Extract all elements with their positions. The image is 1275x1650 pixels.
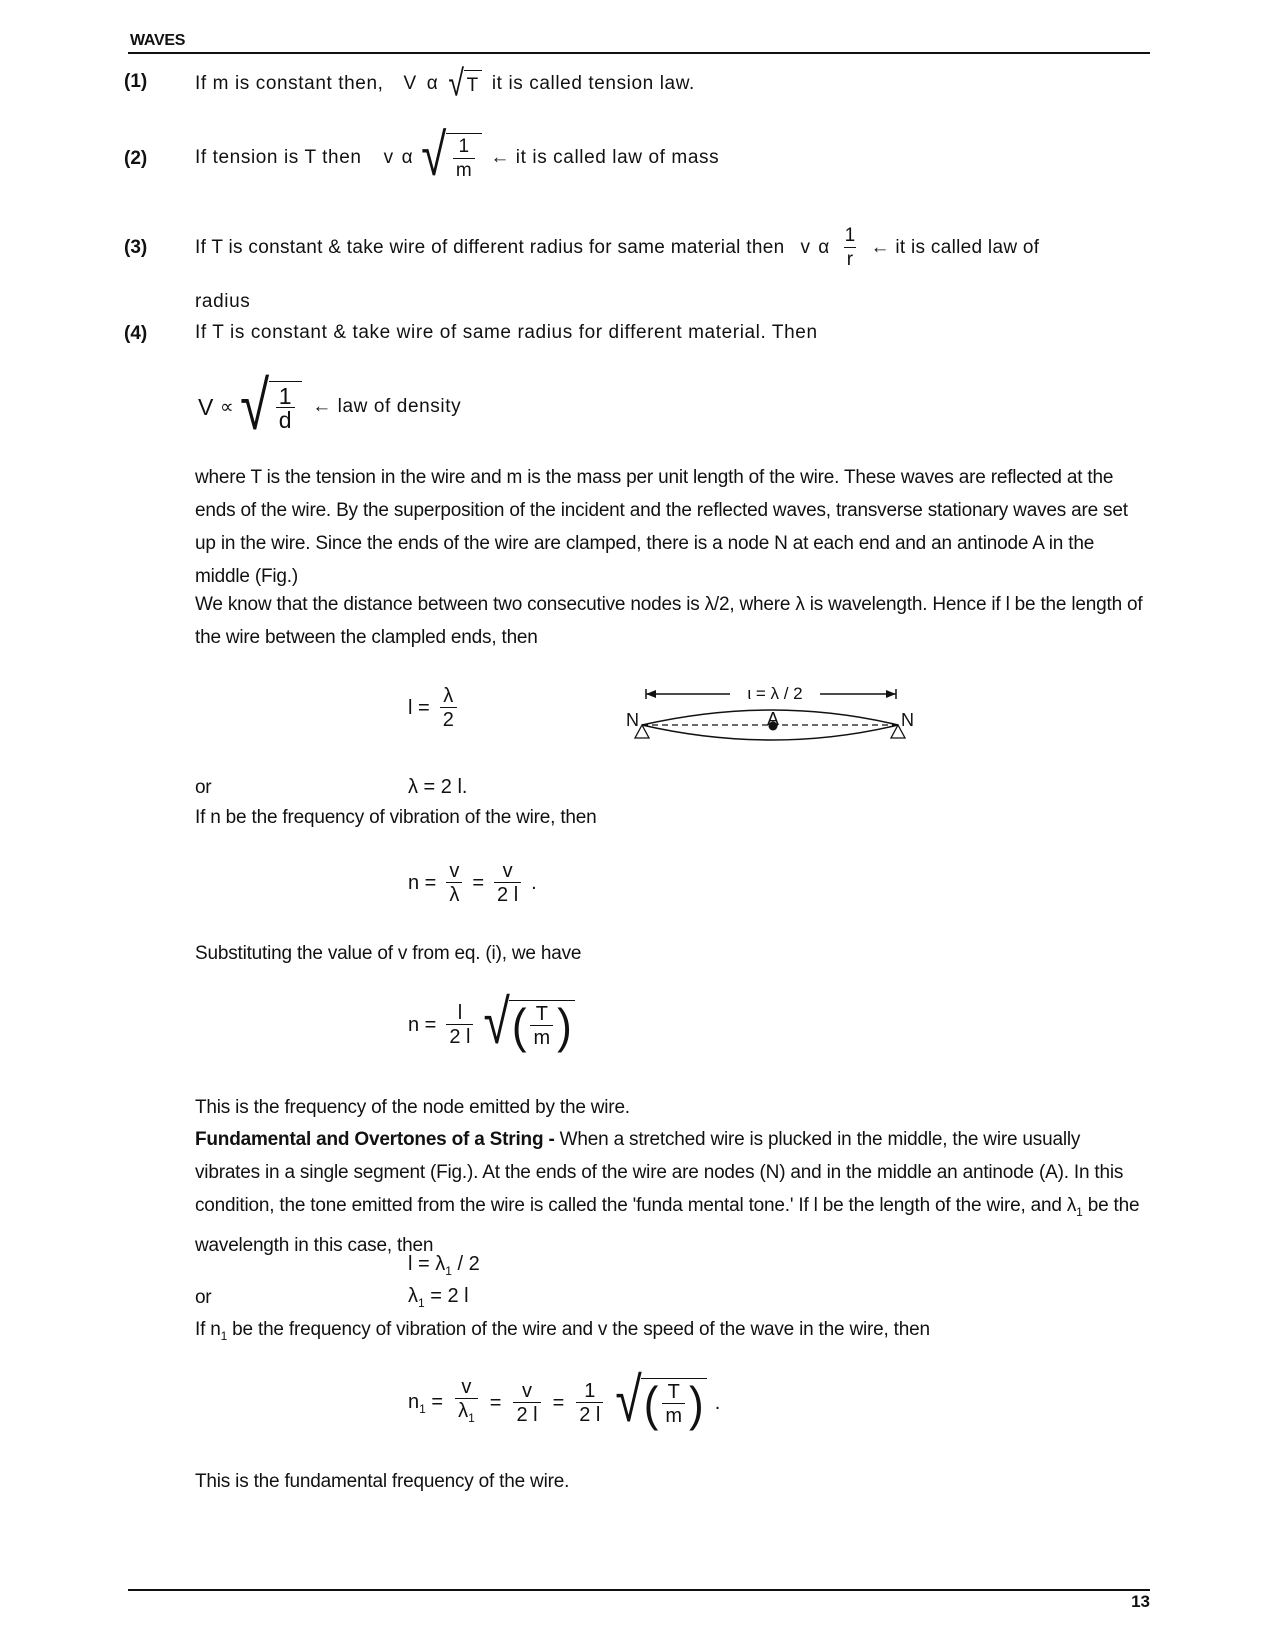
page-header-title: WAVES bbox=[130, 32, 186, 49]
sqrt-expression: √ $\frac{1}{m}$ bbox=[421, 133, 482, 183]
law-relation: α bbox=[818, 237, 830, 258]
svg-text:N: N bbox=[901, 710, 914, 730]
paragraph: where T is the tension in the wire and m is the mass per unit length of the wire. These waves are reflected at the ends of the wire. By the superposition of the incident and the reflected waves, transverse stationary waves are set up in the wire. Since the ends of the wire are clamped, there is a node N at each end and an antinode A in the middle (Fig.) bbox=[195, 467, 1128, 587]
law-relation: ∝ bbox=[219, 396, 235, 418]
law-text-post: it is called tension law. bbox=[491, 73, 695, 95]
density-law bbox=[198, 367, 462, 445]
equation-l-lambda1: $l = \lambda_1 / 2$ bbox=[408, 1253, 480, 1278]
law-lhs: V bbox=[198, 393, 214, 420]
svg-text:ι = λ / 2: ι = λ / 2 bbox=[747, 684, 803, 703]
law-text: If T is constant & take wire of different radius for same material then bbox=[195, 237, 785, 258]
law-relation: α bbox=[426, 73, 439, 95]
law-text-post: ← it is called law of mass bbox=[490, 147, 720, 168]
paragraph: Substituting the value of v from eq. (i), we have bbox=[195, 943, 582, 964]
or-label: or bbox=[195, 1287, 212, 1308]
equation-lambda: λ = 2 l. bbox=[408, 776, 468, 798]
law-3-continuation: radius bbox=[195, 291, 251, 312]
law-3 bbox=[195, 220, 1039, 276]
standing-wave-diagram bbox=[620, 680, 920, 750]
law-lhs: v bbox=[800, 237, 811, 258]
or-label: or bbox=[195, 777, 212, 798]
law-number: (1) bbox=[124, 71, 148, 92]
paragraph: This is the fundamental frequency of the wire. bbox=[195, 1471, 570, 1492]
law-text: If tension is T then bbox=[195, 147, 362, 168]
law-text: If m is constant then, bbox=[195, 73, 384, 95]
svg-text:A: A bbox=[767, 709, 780, 729]
sqrt-expression: √ $\frac{1}{d}$ bbox=[240, 381, 302, 434]
law-text-post: ← it is called law of bbox=[870, 237, 1040, 258]
equation-n1: $n_1$ = $\frac{v}{\lambda_1}$ = $\frac{v}{2 l}$ = $\frac{1}{2 l}$ √ ( $\frac{T}{m}$ ) . bbox=[408, 1366, 721, 1436]
law-4: If T is constant & take wire of same radius for different material. Then bbox=[195, 322, 818, 343]
paragraph: This is the frequency of the node emitted by the wire. bbox=[195, 1097, 630, 1118]
law-number: (2) bbox=[124, 148, 148, 169]
equation-n: n = $\frac{v}{\lambda}$ = $\frac{v}{2 l}$ . bbox=[408, 860, 537, 906]
law-2 bbox=[195, 121, 720, 188]
law-number: (4) bbox=[124, 323, 148, 344]
equation-n-substituted: n = $\frac{l}{2 l}$ √ ( $\frac{T}{m}$ ) bbox=[408, 1000, 575, 1050]
footer-rule bbox=[128, 1589, 1150, 1591]
law-1 bbox=[195, 63, 695, 105]
law-text-post: ← law of density bbox=[312, 396, 462, 417]
fraction: $\frac{1}{r}$ bbox=[844, 224, 856, 270]
paragraph: If n be the frequency of vibration of the wire, then bbox=[195, 807, 597, 828]
paragraph: If $n_1$ be the frequency of vibration of the wire and v the speed of the wave in the wire, then bbox=[195, 1319, 930, 1343]
sqrt-expression: √ T bbox=[448, 70, 481, 99]
law-lhs: V bbox=[403, 73, 417, 95]
law-number: (3) bbox=[124, 237, 148, 258]
law-relation: α bbox=[401, 147, 414, 168]
header-rule bbox=[128, 52, 1150, 54]
svg-text:N: N bbox=[626, 710, 639, 730]
page-number: 13 bbox=[1131, 1592, 1150, 1611]
fundamental-paragraph: Fundamental and Overtones of a String - When a stretched wire is plucked in the middle, the wire usually vibrates in a single segment (Fig.). At the ends of the wire are nodes (N) and in the middle an antinode (A). In this condition, the tone emitted from the wire is called the 'funda mental tone.' If l be the length of the wire, and $\lambda_1$ be the wavelength in this case, then bbox=[195, 1129, 1140, 1256]
paragraph: We know that the distance between two consecutive nodes is λ/2, where λ is wavelength. Hence if l be the length of the wire between the clampled ends, then bbox=[195, 594, 1143, 648]
equation-lambda1: $\lambda_1 = 2$ l bbox=[408, 1285, 469, 1310]
section-title: Fundamental and Overtones of a String - bbox=[195, 1129, 555, 1150]
law-lhs: v bbox=[383, 147, 394, 168]
equation-l: l = $\frac{\lambda}{2}$ bbox=[408, 685, 461, 732]
